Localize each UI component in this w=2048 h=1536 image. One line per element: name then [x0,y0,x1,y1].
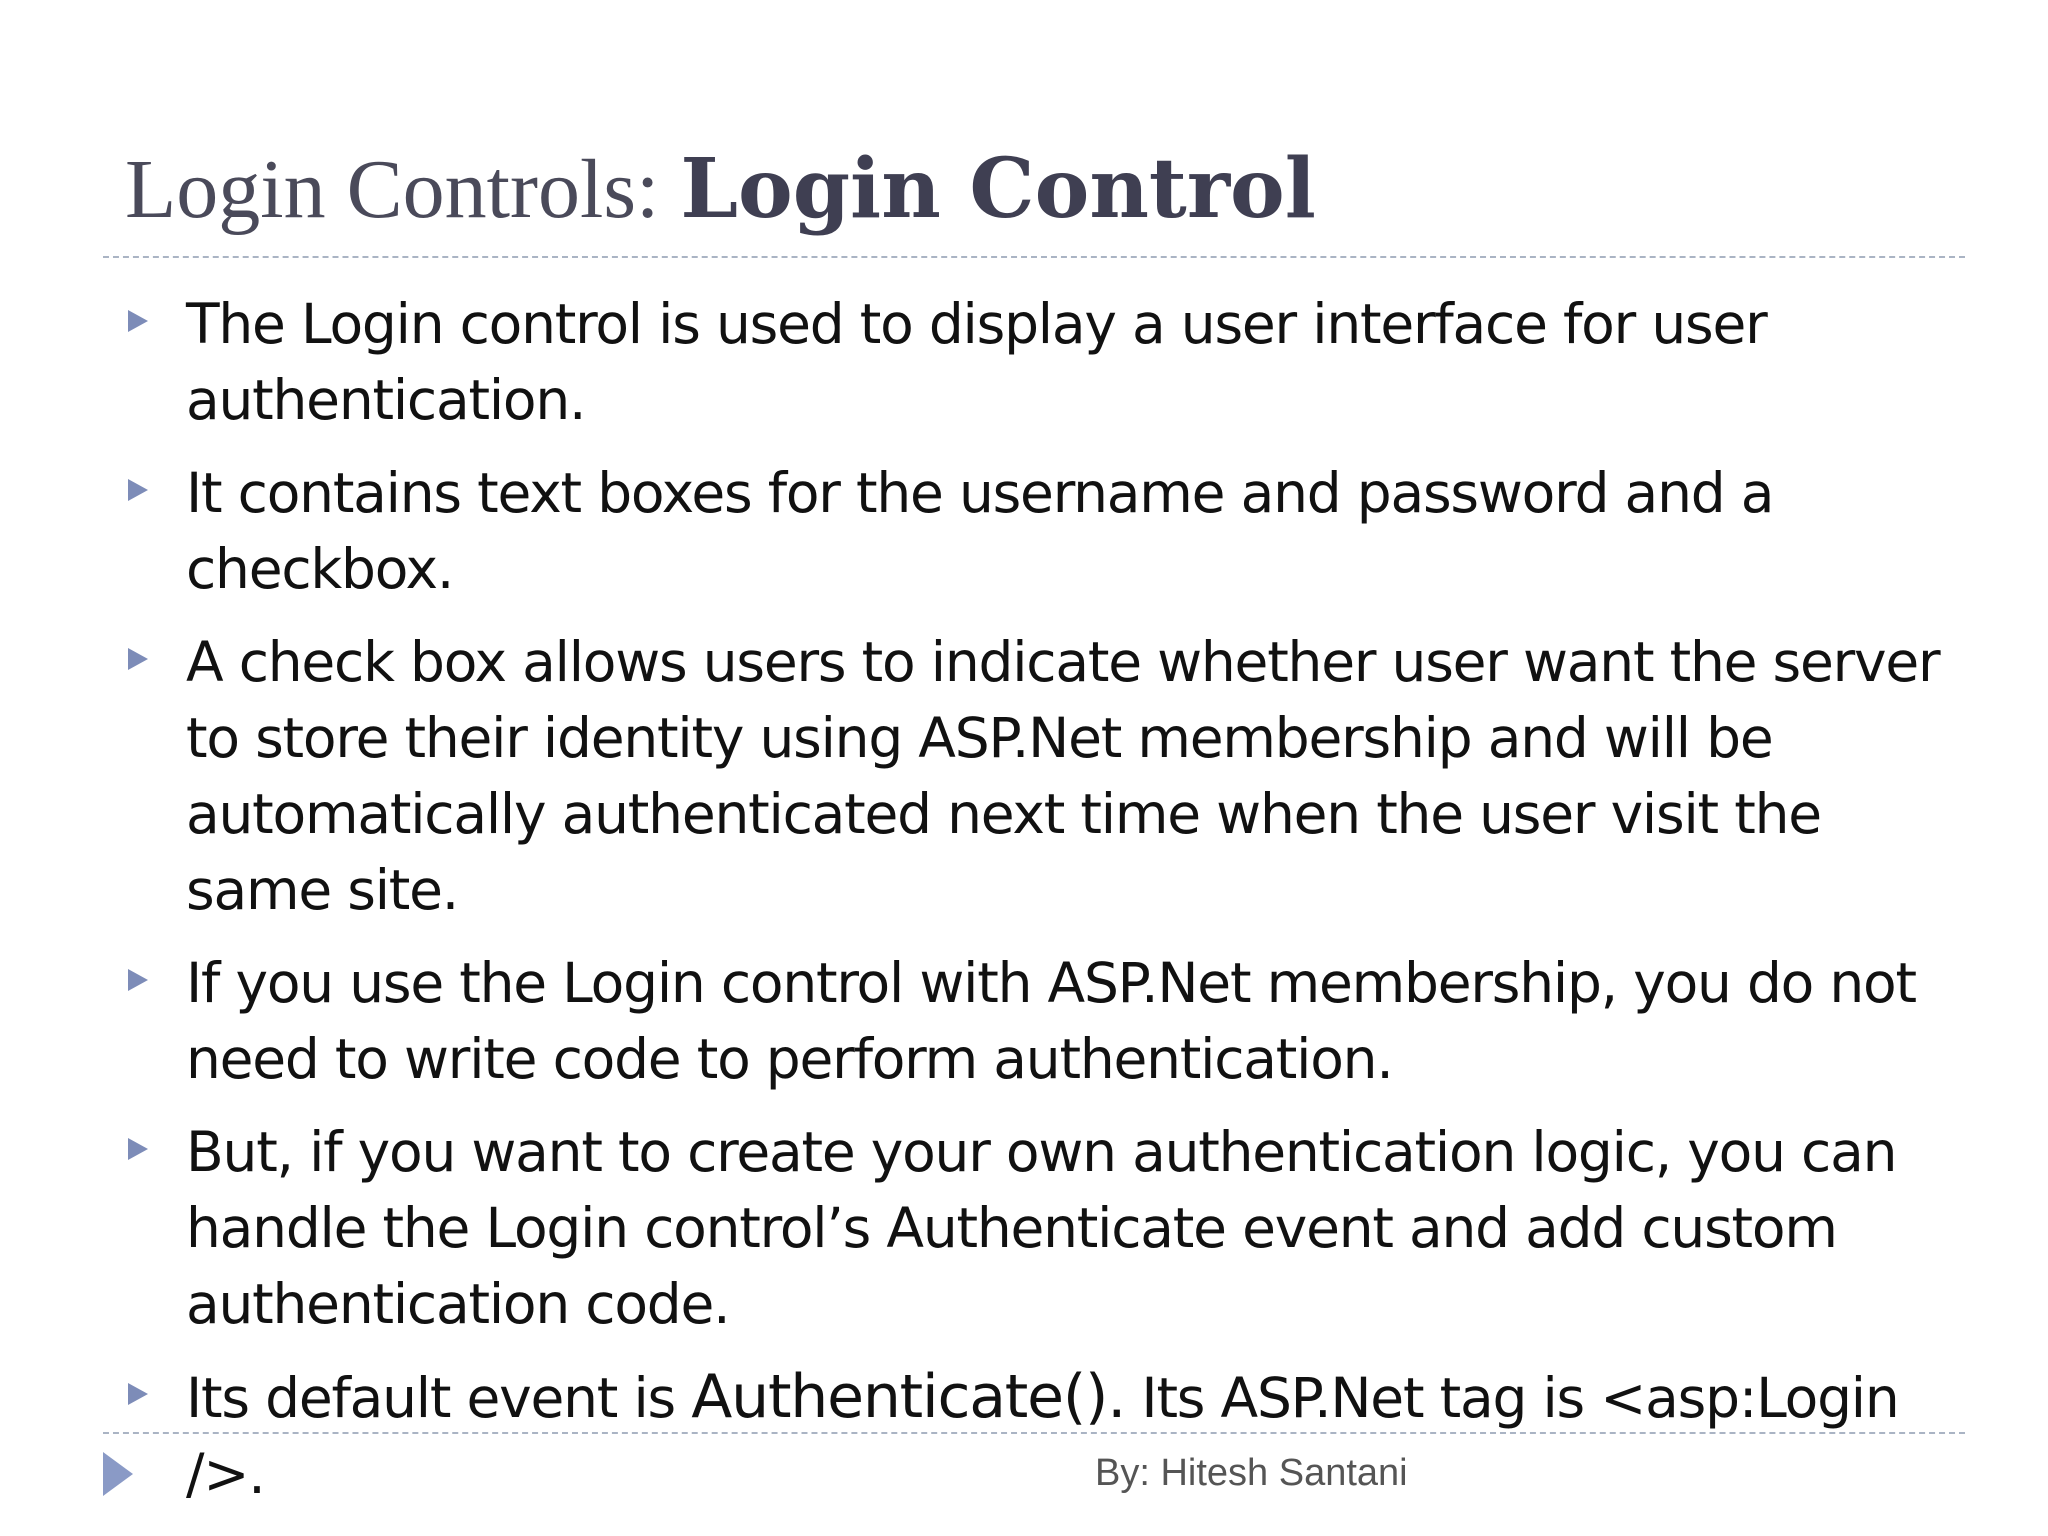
bullet-text-event: Authenticate(). [691,1362,1126,1432]
bullet-text-part3: Its ASP.Net tag is <asp:Login />. [186,1366,1899,1506]
bullet-triangle-icon [128,1383,148,1405]
slide-title [125,141,1316,237]
bullet-item [124,1114,1954,1342]
bullet-item [124,624,1954,928]
bullet-text: A check box allows users to indicate whether user want the server to store their identity using ASP.Net membership and will be automatically authenticated next time when the user visit the same site. [186,630,1940,922]
bullet-text: But, if you want to create your own authentication logic, you can handle the Login control’s Authenticate event and add custom authentication code. [186,1120,1897,1336]
bullet-triangle-icon [128,310,148,332]
bullet-triangle-icon [128,648,148,670]
bullet-list [124,286,1954,1529]
bullet-triangle-icon [128,479,148,501]
bullet-item [124,945,1954,1097]
footer-divider [103,1432,1965,1434]
bullet-text: The Login control is used to display a user interface for user authentication. [186,292,1767,432]
bullet-item [124,455,1954,607]
title-divider [103,256,1965,258]
bullet-text: If you use the Login control with ASP.Net membership, you do not need to write code to perform authentication. [186,951,1916,1091]
bullet-item [124,286,1954,438]
bullet-text: It contains text boxes for the username and password and a checkbox. [186,461,1774,601]
footer-author: By: Hitesh Santani [1095,1452,1408,1494]
bullet-triangle-icon [128,1138,148,1160]
title-prefix: Login Controls: [125,143,681,236]
footer-triangle-icon [103,1452,133,1496]
title-main: Login Control [680,141,1316,237]
bullet-item-last [124,1359,1954,1512]
bullet-text-part1: Its default event is [186,1366,692,1430]
bullet-triangle-icon [128,969,148,991]
